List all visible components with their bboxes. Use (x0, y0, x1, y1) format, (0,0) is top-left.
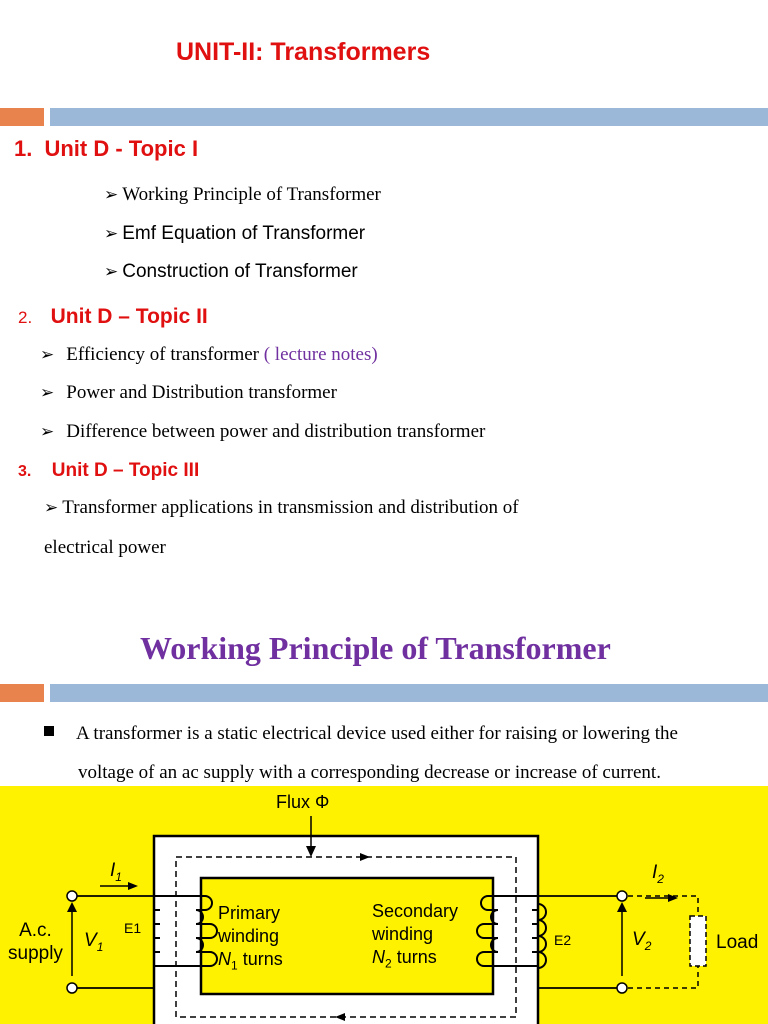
arrow-bullet-icon: ➢ (40, 383, 55, 403)
load-resistor (690, 916, 706, 966)
definition-line2: voltage of an ac supply with a corresponding decrease or increase of current. (78, 762, 661, 783)
arrow-bullet-icon: ➢ (104, 224, 119, 244)
secondary-terminal-top (617, 891, 627, 901)
arrow-bullet-icon: ➢ (40, 345, 55, 365)
arrow-bullet-icon: ➢ (104, 185, 119, 205)
arrow-bullet-icon: ➢ (40, 422, 55, 442)
primary-terminal-bottom (67, 983, 77, 993)
load-label: Load (716, 932, 759, 953)
v1-label: $V_1$ (84, 930, 104, 954)
v1-arrow (67, 902, 77, 912)
slide1-title: UNIT-II: Transformers (176, 38, 431, 66)
topic1-list-item (104, 223, 365, 245)
transformer-diagram (0, 786, 768, 1024)
topic3-item-line2: electrical power (44, 537, 166, 558)
primary-winding-label: Primary winding $N_1$ turns (218, 903, 283, 973)
topic2-number: 2. (18, 308, 33, 327)
e2-label: E2 (554, 932, 572, 948)
square-bullet-icon (44, 726, 54, 736)
topic2-title: Unit D – Topic II (50, 305, 208, 328)
topic3-title: Unit D – Topic III (51, 460, 200, 481)
lecture-notes-link[interactable]: ( lecture notes) (263, 344, 378, 365)
topic2-item-1: Efficiency of transformer (66, 344, 264, 365)
supply-label: A.c. supply (8, 920, 63, 964)
v2-arrow (617, 902, 627, 912)
topic2-list-item (40, 344, 378, 366)
topic1-item-2: Emf Equation of Transformer (122, 223, 366, 244)
topic1-item-1: Working Principle of Transformer (122, 184, 381, 205)
topic1-number: 1. (14, 136, 33, 161)
topic3-heading (18, 460, 199, 482)
v2-label: $V_2$ (632, 929, 652, 953)
i2-label: $I_2$ (652, 862, 664, 886)
arrow-bullet-icon: ➢ (44, 498, 59, 518)
i2-arrow (668, 894, 678, 902)
flux-label: Flux Φ (276, 792, 330, 812)
header-divider-1 (0, 108, 768, 126)
secondary-winding-label: Secondary winding $N_2$ turns (372, 901, 459, 971)
topic3-number: 3. (18, 463, 32, 480)
topic1-heading (14, 136, 198, 162)
secondary-terminal-bottom (617, 983, 627, 993)
topic1-list-item (104, 184, 381, 206)
topic1-list-item (104, 261, 358, 283)
topic2-heading (18, 305, 208, 329)
topic2-list-item (40, 421, 485, 443)
topic1-item-3: Construction of Transformer (122, 261, 358, 282)
definition-line1: A transformer is a static electrical device used either for raising or lowering the (76, 723, 678, 744)
topic3-item-line1: Transformer applications in transmission and distribution of (62, 497, 519, 518)
topic2-item-3: Difference between power and distribution transformer (66, 421, 486, 442)
topic3-list-item (44, 497, 519, 519)
i1-arrow (128, 882, 138, 890)
i1-label: $I_1$ (110, 860, 122, 884)
e1-label: E1 (124, 920, 142, 936)
topic2-item-2: Power and Distribution transformer (66, 382, 337, 403)
header-divider-2 (0, 684, 768, 702)
slide2-title: Working Principle of Transformer (140, 630, 611, 666)
topic1-title: Unit D - Topic I (44, 136, 199, 161)
topic2-list-item (40, 382, 337, 404)
primary-terminal-top (67, 891, 77, 901)
arrow-bullet-icon: ➢ (104, 262, 119, 282)
